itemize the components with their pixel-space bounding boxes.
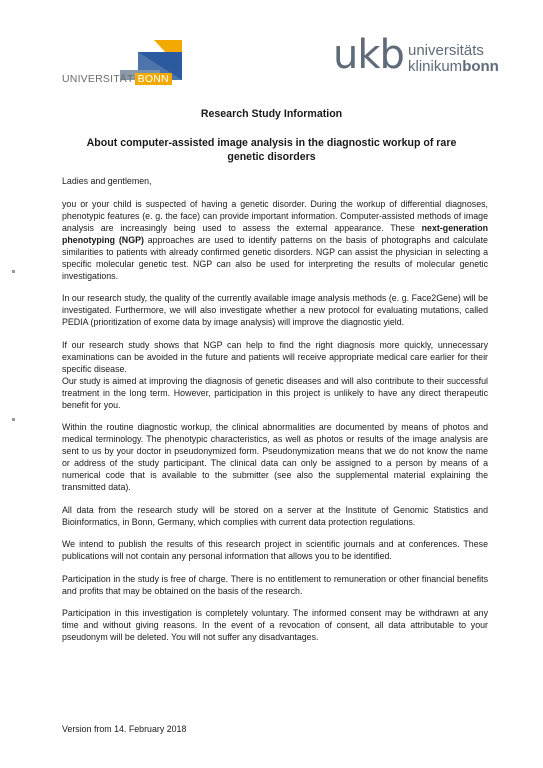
ukb-logo-line2: klinikumbonn [408,58,499,75]
ukb-logo-mark: ukb [333,32,404,78]
paragraph-free-of-charge: Participation in the study is free of charge. There is no entitlement to remuneration or other financial benefits and profits that may be obtained on the basis of the research. [62,573,488,596]
document-subtitle: About computer-assisted image analysis in the diagnostic workup of rare genetic disorders [86,137,457,163]
margin-mark [12,270,15,273]
paragraph-ngp: you or your child is suspected of having a genetic disorder. During the workup of differential diagnoses, phenotypic features (e. g. the face) can provide important information. Computer-assisted methods of image analysis are increasingly being used to assess the external appearance. These next-generation phenotyping (NGP) approaches are used to identify patterns on the basis of photographs and calculate similarities to patients with already confirmed genetic disorders. NGP can assist the physician in selecting a specific molecular genetic test. NGP can also be used for interpreting the results of molecular genetic investigations. [62,198,488,281]
paragraph-voluntary: Participation in this investigation is completely voluntary. The informed consent may be withdrawn at any time and without giving reasons. In the event of a revocation of consent, all data attributable to your pseudonym will be deleted. You will not suffer any disadvantages. [62,608,488,642]
ukb-logo [333,32,523,88]
ukb-logo-line1: universitäts [408,42,484,59]
greeting: Ladies and gentlemen, [62,176,152,186]
paragraph-pseudonymization: Within the routine diagnostic workup, the clinical abnormalities are documented by means of photos and medical terminology. The phenotypic characteristics, as well as photos or results of the image analysis are sent to us by your doctor in pseudonymized form. Pseudonymization means that we do not know the name or address of the study participant. The clinical data can only be assigned to a person by means of a numerical code that is available to the submitter (see also the supplemental material explaining the transmitted data). [62,422,488,492]
margin-mark [12,418,15,421]
paragraph-data-storage: All data from the research study will be stored on a server at the Institute of Genomic Statistics and Bioinformatics, in Bonn, Germany, which complies with current data protection regulations. [62,504,488,527]
university-bonn-logo [62,40,182,90]
paragraph-benefits: If our research study shows that NGP can help to find the right diagnosis more quickly, unnecessary examinations can be avoided in the future and patients will receive appropriate medical care earlier for their specific disease. [62,339,488,374]
paragraph-aim: Our study is aimed at improving the diagnosis of genetic diseases and will also contribute to their successful treatment in the long term. However, participation in this project is unlikely to have any direct therapeutic benefit for you. [62,375,488,410]
paragraph-publication: We intend to publish the results of this research project in scientific journals and at conferences. These publications will not contain any personal information that allows you to be identified. [62,539,488,561]
bonn-logo-wordmark: UNIVERSITÄT BONN [62,73,172,85]
document-body [62,175,488,654]
version-footer: Version from 14. February 2018 [62,724,187,734]
paragraph-study-quality: In our research study, the quality of the currently available image analysis methods (e. g. Face2Gene) will be investigated. Furthermore, we will also investigate whether a new protocol for evaluating mutations, called PEDIA (prioritization of exome data by image analysis) will improve the diagnostic yield. [62,293,488,327]
document-title: Research Study Information [200,108,343,120]
